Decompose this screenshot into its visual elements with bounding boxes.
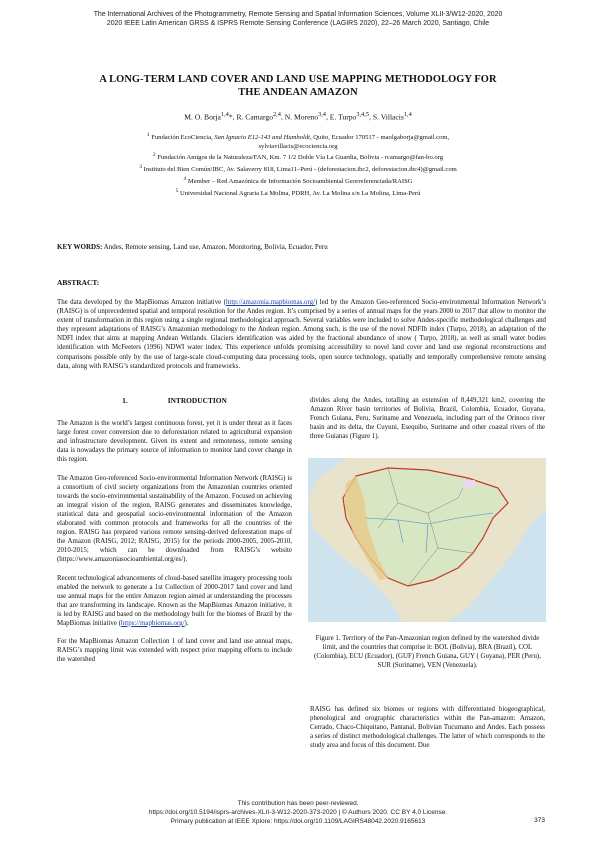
- author: E. Turpo: [329, 112, 357, 122]
- affiliation-1-email: sylviavillacis@ecociencia.org: [258, 142, 338, 150]
- affiliation-5: $^5$ Universidad Nacional Agraria La Molina, PDRH, Av. La Molina s/n La Molina, Lima-Perú: [175, 187, 421, 197]
- author: S. Villacis: [372, 112, 404, 122]
- author: M. O. Borja: [184, 112, 221, 122]
- mapbiomas-link[interactable]: https://mapbiomas.org/: [120, 619, 185, 627]
- author: R. Camargo: [236, 112, 273, 122]
- affiliation-2: $^2$ Fundación Amigos de la Naturaleza/FAN, Km. 7 1/2 Doble Vía La Guardia, Bolivia - rcamargo@fan-bo.org: [152, 152, 444, 162]
- mapbiomas-amazon-link[interactable]: http://amazonia.mapbiomas.org/: [225, 299, 316, 306]
- column-right-continued: [310, 705, 545, 759]
- affiliation-1: $^1$ Fundación EcoCiencia, San Ignacio E12-143 and Humboldt, Quito, Ecuador 170517 - maolgaborja@gmail.com,: [146, 132, 450, 142]
- abstract-text: The data developed by the MapBiomas Amazon initiative (http://amazonia.mapbiomas.org/) led by the Amazon Geo-referenced Socio-environmental Information Network’s (RAISG) is of unprecedented spatial and temporal resolution for the Andes region. It’s comprised by a series of annual maps for the years 2000 to 2017 that allow to monitor the extent of transformation in this region using a single regional methodological approach. Several variables were included to solve Andes-specific methodological challenges and they represent adaptations of RAISG’s Amazonian methodology to the Andean region. Among such, is the use of the novel NDFIb index (Turpo, 2018), an adaptation of the NDFI index that aims at mapping Andean Wetlands. Glaciers identification was aided by the fractional abundance of snow ( Turpo, 2018), as well as small water bodies identification with McFeeters (1996) NDWI water index. This experience unfolds promising accessibility to novel land cover and land use regional reconstructions and comparisons possible only by the use of large-scale cloud-computing data processing tools, open source technology, spatially and temporally comprehensive remote sensing data, along with RAISG’s standardized protocols and frameworks.: [57, 299, 546, 370]
- paragraph: divides along the Andes, totalling an extension of 8,449,321 km2, covering the Amazon River basin territories of Bolivia, Brazil, Colombia, Ecuador, Guyana, French Guiana, Peru, Suriname and Venezuela, including part of the Orinoco river basin and its delta, the Cuyuni, Esequibo, Suriname and other coastal rivers of the three Guianas (Figure 1).: [310, 397, 545, 441]
- column-left: [57, 396, 292, 673]
- section-heading: 1. INTRODUCTION: [122, 396, 227, 405]
- guianas-highlight: [463, 480, 475, 488]
- pan-amazon-map-figure: [308, 458, 546, 622]
- author-list: M. O. Borja$^{1,4}$*, R. Camargo$^{2,4}$, N. Moreno$^{3,4}$, E. Turpo$^{3,4,5}$, S. Villacis$^{1,4}$: [184, 111, 412, 122]
- paragraph: RAISG has defined six biomes or regions with differentiated biogeographical, phenological and orographic characteristics within the Pan-amazon: Amazon, Cerrado, Chaco-Chiquitano, Pantanal, Bolivian Tucumano and Andes. Each possess a series of distinct methodological challenges. The latter of which corresponds to the study area and focus of this document. Due: [310, 706, 545, 750]
- figure-caption: Figure 1. Territory of the Pan-Amazonian region defined by the watershed divide limit, and the countries that comprise it: BOL (Bolivia), BRA (Brazil), COL (Colombia), ECU (Ecuador), (GUF) French Guiana, GUY ( Guyana), PER (Peru), SUR (Suriname), VEN (Venezuela).: [314, 635, 541, 670]
- affiliations: [40, 131, 556, 199]
- paragraph: Recent technological advancements of cloud-based satellite imagery processing tools enabled the network to generate a 1st Collection of 2000-2017 land cover and land use annual maps for the entire Amazon region aimed at understanding the processes that are transforming its landscape. Known as the MapBiomas Amazon initiative, it is led by RAISG and based on the methodology built for the biomes of Brazil by the MapBiomas initiative (https://mapbiomas.org/).: [57, 574, 292, 627]
- author: N. Moreno: [284, 112, 319, 122]
- running-header: [40, 10, 556, 28]
- paragraph: For the MapBiomas Amazon Collection 1 of land cover and land use annual maps, RAISG’s mapping limit was extended with respect prior mapping efforts to include the watershed: [57, 638, 292, 664]
- affiliation-3: $^3$ Instituto del Bien Común/IBC, Av. Salaverry 818, Lima11–Perú - (deforestacion.ibc2, deforestacion.ibc4)@gmail.com: [139, 164, 457, 174]
- column-right: [310, 396, 545, 450]
- page-number: 373: [534, 817, 545, 824]
- abstract-heading: ABSTRACT:: [57, 278, 100, 287]
- header-line-1: The International Archives of the Photogrammetry, Remote Sensing and Spatial Information Sciences, Volume XLII-3/W12-2020, 2020: [93, 11, 503, 18]
- paper-title: A LONG-TERM LAND COVER AND LAND USE MAPPING METHODOLOGY FOR THE ANDEAN AMAZON: [99, 74, 497, 98]
- header-line-2: 2020 IEEE Latin American GRSS & ISPRS Remote Sensing Conference (LAGIRS 2020), 22–26 March 2020, Santiago, Chile: [106, 20, 490, 28]
- paragraph: The Amazon is the world’s largest continuous forest, yet it is under threat as it faces large forest cover conversion due to deforestation related to agricultural expansion and infrastructure development. Given its extent and remoteness, remote sensing data is nowadays the primary source of information to monitor land cover change in this region.: [57, 420, 292, 464]
- paragraph: The Amazon Geo-referenced Socio-environmental Information Network (RAISG) is a consortium of civil society organizations from the Amazonian countries oriented towards the socio-environmental sustainability of the Amazon. Focused on achieving an integral vision of the region, RAISG generates and disseminates knowledge, statistical data and geospatial socio-environmental information of the Amazon elaborated with common protocols and frameworks for all the countries of the region. RAISG has prepared various remote sensing-derived deforestation maps of the Amazon (RAISG, 2012; RAISG, 2015) for the periods 2000-2005, 2005-2010, 2010-2015; which can be downloaded from RAISG’s website (https://www.amazoniasocioambiental.org/es/).: [57, 474, 292, 564]
- footer: This contribution has been peer-reviewed. https://doi.org/10.5194/isprs-archives-XLII-3-W12-2020-373-2020 | © Authors 2020. CC BY 4.0 License. Primary publication at IEEE Xplore: https://doi.org/10.1109/LAGIRS48042.2020.9165613: [148, 800, 448, 825]
- affiliation-4: $^4$ Member – Red Amazónica de Información Socioambiental Georreferenciada/RAISG: [183, 175, 413, 186]
- keywords: KEY WORDS: Andes, Remote sensing, Land use, Amazon, Monitoring, Bolivia, Ecuador, Peru: [57, 243, 328, 251]
